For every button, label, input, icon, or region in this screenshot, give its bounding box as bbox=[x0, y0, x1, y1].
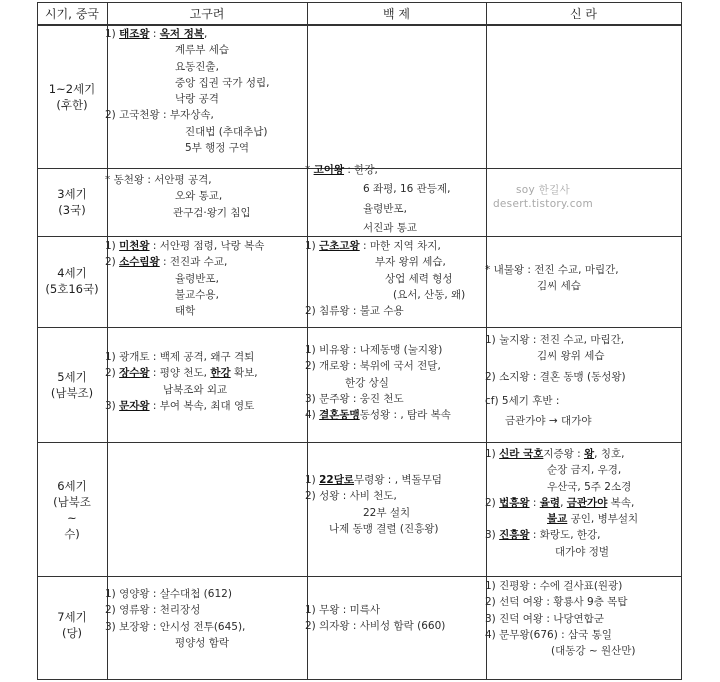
era-line: 6세기 bbox=[57, 479, 87, 493]
era-line: (당) bbox=[61, 626, 83, 640]
list-marker: 3) bbox=[305, 392, 320, 405]
line-text: 율령반포, bbox=[363, 202, 407, 215]
line-text: 소지왕 : 결혼 동맹 (동성왕) bbox=[499, 370, 626, 383]
key-term: 미천왕 bbox=[119, 240, 150, 252]
cell-line bbox=[305, 162, 450, 178]
line-text: : bbox=[149, 28, 160, 40]
line-text: 광개토 : 백제 공격, 왜구 격퇴 bbox=[119, 351, 255, 363]
cell-line bbox=[305, 602, 445, 618]
line-text: 중앙 집권 국가 성립, bbox=[175, 76, 270, 89]
era-line: 5세기 bbox=[57, 370, 87, 384]
line-text: 요동진출, bbox=[175, 60, 219, 73]
line-text: 한강 상실 bbox=[345, 376, 389, 389]
line-text: 김씨 세습 bbox=[537, 280, 581, 293]
line-text: 순장 금지, 우경, bbox=[547, 464, 622, 477]
line-text: , bbox=[594, 448, 601, 460]
list-marker: 2) bbox=[485, 496, 500, 509]
line-text: 확보, bbox=[230, 367, 258, 380]
line-text: : bbox=[529, 496, 540, 509]
line-text: 5부 행정 구역 bbox=[185, 142, 250, 155]
key-term: 결혼동맹 bbox=[319, 409, 360, 422]
cell-line bbox=[305, 505, 442, 521]
line-text: , 탐라 복속 bbox=[400, 409, 451, 422]
key-term: 소수림왕 bbox=[119, 256, 160, 269]
cell-line bbox=[305, 521, 442, 537]
line-text: 무왕 : 미륵사 bbox=[319, 604, 381, 616]
line-text: 동천왕 : 서안평 공격, bbox=[113, 174, 212, 186]
cell-line bbox=[305, 391, 451, 407]
cell-line bbox=[485, 278, 619, 294]
line-text: 22부 설치 bbox=[363, 506, 411, 519]
list-marker: 1) bbox=[305, 474, 320, 486]
history-table bbox=[37, 2, 682, 680]
cell-line bbox=[485, 479, 638, 495]
table-border-right bbox=[681, 2, 682, 680]
cell-line bbox=[485, 511, 638, 527]
cell-baekje-row3 bbox=[305, 238, 465, 319]
cell-line bbox=[105, 254, 264, 270]
line-text: 평양성 함락 bbox=[175, 636, 230, 649]
cell-line bbox=[105, 287, 264, 303]
cell-line bbox=[485, 527, 638, 543]
cell-line bbox=[105, 349, 258, 365]
cell-silla-row6 bbox=[485, 578, 636, 659]
cell-line bbox=[105, 586, 245, 602]
list-marker: 1) bbox=[105, 240, 120, 252]
line-text: 남북조와 외교 bbox=[163, 383, 228, 396]
cell-line bbox=[485, 369, 626, 385]
era-line: 수) bbox=[64, 527, 80, 541]
key-term: 불교 bbox=[547, 513, 568, 526]
line-text: 동성왕 : bbox=[359, 409, 401, 422]
cell-line bbox=[105, 365, 258, 381]
cell-line bbox=[305, 271, 465, 287]
list-marker: 2) bbox=[105, 256, 120, 269]
cell-line bbox=[305, 181, 450, 197]
list-marker: 3) bbox=[105, 399, 120, 412]
cell-line bbox=[305, 287, 465, 303]
cell-line bbox=[105, 619, 245, 635]
cell-line bbox=[305, 618, 445, 634]
line-text: 부자 왕위 세습, bbox=[375, 256, 446, 269]
line-text: : 마한 지역 차지, bbox=[359, 240, 441, 252]
cell-line bbox=[105, 26, 270, 42]
line-text: 율령반포, bbox=[175, 272, 219, 285]
line-text: , bbox=[204, 28, 208, 40]
list-marker: 4) bbox=[305, 409, 320, 422]
line-text: 공인, 병부설치 bbox=[567, 513, 639, 526]
key-term: 장수왕 bbox=[119, 367, 150, 380]
cell-line bbox=[105, 205, 251, 221]
key-term: 한강 bbox=[210, 367, 231, 380]
list-marker: * bbox=[485, 264, 494, 276]
cell-line bbox=[105, 303, 264, 319]
line-text: , bbox=[560, 496, 567, 509]
line-text: 진덕 여왕 : 나당연합군 bbox=[499, 612, 604, 625]
cell-line bbox=[105, 42, 270, 58]
cell-line bbox=[485, 413, 626, 429]
list-marker: 2) bbox=[485, 596, 500, 609]
key-term: 진흥왕 bbox=[499, 529, 530, 542]
era-line: (남북조 bbox=[53, 495, 91, 509]
cell-line bbox=[105, 75, 270, 91]
cell-line bbox=[305, 375, 451, 391]
era-cell-3 bbox=[37, 265, 107, 297]
line-text: 관구검·왕기 침입 bbox=[173, 206, 251, 219]
line-text: 5세기 후반 : bbox=[501, 394, 560, 407]
era-line: (남북조) bbox=[50, 386, 94, 400]
table-border-top bbox=[37, 2, 682, 3]
line-text: 상업 세력 형성 bbox=[385, 272, 453, 285]
line-text: : 화랑도, 한강, bbox=[529, 529, 601, 542]
cell-line bbox=[305, 201, 450, 217]
cell-line bbox=[485, 462, 638, 478]
cell-line bbox=[305, 358, 451, 374]
line-text: 고국천왕 : 부자상속, bbox=[119, 109, 214, 122]
era-cell-6 bbox=[37, 609, 107, 641]
cell-line bbox=[305, 472, 442, 488]
line-text: 침류왕 : 불교 수용 bbox=[319, 305, 404, 318]
list-marker: 2) bbox=[105, 367, 120, 380]
line-text: , 벽돌무덤 bbox=[394, 474, 442, 486]
table-border-bottom bbox=[37, 679, 682, 680]
cell-line bbox=[485, 578, 636, 594]
list-marker: 3) bbox=[485, 529, 500, 542]
key-term: 태조왕 bbox=[119, 28, 150, 40]
line-text: 성왕 : 사비 천도, bbox=[319, 490, 397, 503]
key-term: 법흥왕 bbox=[499, 496, 530, 509]
era-cell-2 bbox=[37, 186, 107, 218]
line-text: 낙랑 공격 bbox=[175, 93, 219, 106]
cell-line bbox=[485, 393, 626, 409]
line-text: 칭호, bbox=[600, 448, 625, 460]
era-line: ~ bbox=[67, 511, 77, 525]
era-line: 1~2세기 bbox=[48, 82, 96, 96]
list-marker: 2) bbox=[305, 620, 320, 633]
key-term: 옥저 정복 bbox=[159, 28, 205, 40]
cell-line bbox=[105, 59, 270, 75]
line-text: : 평양 천도, bbox=[149, 367, 211, 380]
list-marker: cf) bbox=[485, 394, 502, 407]
cell-line bbox=[105, 635, 245, 651]
cell-baekje-row5 bbox=[305, 472, 442, 537]
line-text: (요서, 산동, 왜) bbox=[393, 288, 466, 301]
cell-line bbox=[105, 602, 245, 618]
row-divider bbox=[37, 442, 682, 443]
list-marker: 1) bbox=[485, 334, 500, 346]
list-marker: 1) bbox=[105, 588, 120, 600]
cell-line bbox=[485, 643, 636, 659]
line-text: 김씨 왕위 세습 bbox=[537, 350, 605, 363]
cell-line bbox=[305, 220, 450, 236]
cell-line bbox=[105, 91, 270, 107]
line-text: 우산국, 5주 2소경 bbox=[547, 480, 632, 493]
line-text: 계루부 세습 bbox=[175, 44, 230, 57]
cell-line bbox=[485, 611, 636, 627]
cell-line bbox=[485, 332, 626, 348]
list-marker: 2) bbox=[305, 360, 320, 373]
line-text: : 한강, bbox=[344, 164, 378, 176]
line-text: : 서안평 점령, 낙랑 복속 bbox=[149, 240, 265, 252]
line-text: 지증왕 : bbox=[543, 448, 585, 460]
line-text: 태학 bbox=[175, 305, 196, 318]
cell-goguryeo-row6 bbox=[105, 586, 245, 651]
watermark-line: desert.tistory.com bbox=[492, 198, 594, 210]
list-marker: 1) bbox=[105, 351, 120, 363]
list-marker: 3) bbox=[485, 612, 500, 625]
cell-baekje-row6 bbox=[305, 602, 445, 635]
line-text: 영양왕 : 살수대첩 (612) bbox=[119, 588, 232, 600]
watermark-line: soy 한길사 bbox=[516, 184, 570, 196]
cell-line bbox=[305, 238, 465, 254]
list-marker: 2) bbox=[105, 604, 120, 617]
list-marker: 1) bbox=[485, 448, 500, 460]
cell-line bbox=[105, 107, 270, 123]
key-term: 율령 bbox=[539, 496, 561, 509]
list-marker: 2) bbox=[305, 305, 320, 318]
cell-goguryeo-row1 bbox=[105, 26, 270, 156]
cell-line bbox=[105, 271, 264, 287]
key-term: 왕 bbox=[584, 448, 595, 460]
cell-goguryeo-row3 bbox=[105, 238, 264, 319]
line-text: 진평왕 : 수에 걸사표(원광) bbox=[499, 580, 623, 592]
list-marker: 1) bbox=[305, 344, 320, 356]
line-text: 영류왕 : 천리장성 bbox=[119, 604, 201, 617]
line-text: 불교수용, bbox=[175, 288, 219, 301]
cell-goguryeo-row4 bbox=[105, 349, 258, 414]
cell-line bbox=[485, 594, 636, 610]
line-text: 나제 동맹 결렬 (진흥왕) bbox=[329, 522, 439, 535]
line-text: (대동강 ~ 원산만) bbox=[551, 645, 636, 658]
line-text: 개로왕 : 북위에 국서 전달, bbox=[319, 360, 441, 373]
cell-baekje-row4 bbox=[305, 342, 451, 423]
era-cell-5 bbox=[37, 478, 107, 542]
cell-line bbox=[485, 348, 626, 364]
line-text: 보장왕 : 안시성 전투(645), bbox=[119, 620, 246, 633]
list-marker: * bbox=[305, 164, 314, 176]
cell-line bbox=[105, 398, 258, 414]
line-text: 서진과 통교 bbox=[363, 221, 418, 234]
line-text: 복속, bbox=[607, 496, 635, 509]
key-term: 근초고왕 bbox=[319, 240, 360, 252]
line-text: 문주왕 : 웅진 천도 bbox=[319, 392, 404, 405]
cell-line bbox=[305, 254, 465, 270]
watermark bbox=[448, 183, 638, 211]
line-text: 눌지왕 : 전진 수교, 마립간, bbox=[499, 334, 625, 346]
cell-baekje-row2 bbox=[305, 162, 450, 236]
line-text: : 부여 복속, 최대 영토 bbox=[149, 399, 255, 412]
col-divider bbox=[307, 2, 308, 680]
list-marker: 1) bbox=[305, 240, 320, 252]
key-term: 고이왕 bbox=[313, 164, 345, 176]
line-text: 문무왕(676) : 삼국 통일 bbox=[499, 628, 612, 641]
list-marker: 1) bbox=[105, 28, 120, 40]
cell-line bbox=[105, 172, 251, 188]
list-marker: 2) bbox=[305, 490, 320, 503]
line-text: 내물왕 : 전진 수교, 마립간, bbox=[493, 264, 619, 276]
cell-line bbox=[485, 262, 619, 278]
header-goguryeo: 고구려 bbox=[189, 7, 225, 21]
cell-line bbox=[105, 124, 270, 140]
line-text: 의자왕 : 사비성 함락 (660) bbox=[319, 620, 446, 633]
cell-goguryeo-row2 bbox=[105, 172, 251, 221]
line-text: : 전진과 수교, bbox=[159, 256, 228, 269]
era-cell-4 bbox=[37, 369, 107, 401]
list-marker: 1) bbox=[305, 604, 320, 616]
cell-line bbox=[485, 446, 638, 462]
row-divider bbox=[37, 576, 682, 577]
cell-line bbox=[485, 495, 638, 511]
key-term: 22담로 bbox=[319, 474, 355, 486]
era-line: (후한) bbox=[56, 98, 88, 112]
line-text: 비유왕 : 나제동맹 (눌지왕) bbox=[319, 344, 443, 356]
list-marker: 1) bbox=[485, 580, 500, 592]
line-text: 대가야 정벌 bbox=[555, 545, 610, 558]
cell-line bbox=[305, 342, 451, 358]
cell-line bbox=[485, 627, 636, 643]
key-term: 금관가야 bbox=[566, 496, 608, 509]
list-marker: 3) bbox=[105, 620, 120, 633]
era-cell-1 bbox=[37, 81, 107, 113]
list-marker: 2) bbox=[105, 109, 120, 122]
line-text: 오와 통교, bbox=[175, 190, 223, 203]
era-line: (5호16국) bbox=[45, 282, 99, 296]
cell-line bbox=[485, 544, 638, 560]
line-text: 선덕 여왕 : 황룡사 9층 목탑 bbox=[499, 596, 628, 609]
cell-line bbox=[105, 140, 270, 156]
cell-silla-row4 bbox=[485, 332, 626, 429]
header-baekje: 백 제 bbox=[383, 7, 410, 21]
cell-line bbox=[105, 382, 258, 398]
era-line: (3국) bbox=[58, 203, 86, 217]
line-text: 금관가야 → 대가야 bbox=[505, 415, 592, 428]
cell-line bbox=[305, 303, 465, 319]
era-line: 7세기 bbox=[57, 610, 87, 624]
list-marker: * bbox=[105, 174, 114, 186]
line-text: 무령왕 : bbox=[354, 474, 395, 486]
cell-line bbox=[105, 238, 264, 254]
header-era: 시기, 중국 bbox=[45, 7, 99, 21]
cell-line bbox=[305, 488, 442, 504]
cell-silla-row5 bbox=[485, 446, 638, 560]
key-term: 신라 국호 bbox=[499, 448, 544, 460]
era-line: 3세기 bbox=[57, 187, 87, 201]
cell-silla-row3 bbox=[485, 262, 619, 295]
row-divider bbox=[37, 327, 682, 328]
key-term: 문자왕 bbox=[119, 399, 150, 412]
list-marker: 4) bbox=[485, 628, 500, 641]
line-text: 진대법 (추대추납) bbox=[185, 125, 268, 138]
cell-line bbox=[105, 188, 251, 204]
list-marker: 2) bbox=[485, 370, 500, 383]
cell-line bbox=[305, 407, 451, 423]
header-silla: 신 라 bbox=[570, 7, 597, 21]
line-text: 6 좌평, 16 관등제, bbox=[363, 183, 451, 196]
era-line: 4세기 bbox=[57, 266, 87, 280]
